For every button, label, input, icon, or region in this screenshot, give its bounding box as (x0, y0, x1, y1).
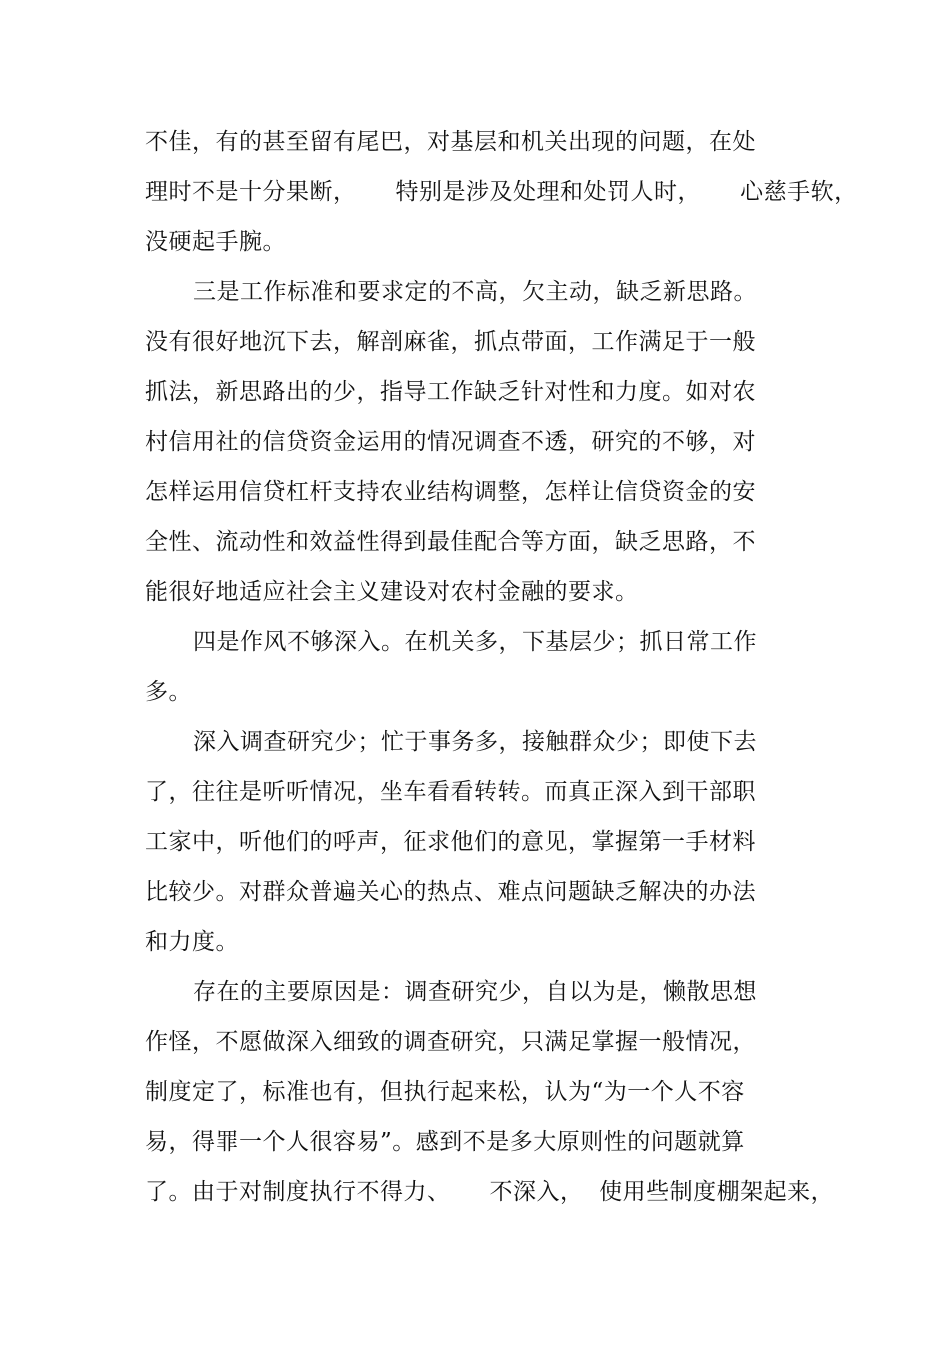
paragraph-start-line: 四是作风不够深入。在机关多，下基层少；抓日常工作 (193, 629, 757, 655)
text-line: 村信用社的信贷资金运用的情况调查不透，研究的不够，对 (145, 429, 756, 455)
text-line: 多。 (145, 679, 192, 705)
text-line: 和力度。 (145, 929, 239, 955)
text-line: 怎样运用信贷杠杆支持农业结构调整，怎样让信贷资金的安 (145, 479, 756, 505)
paragraph-start-line: 三是工作标准和要求定的不高，欠主动，缺乏新思路。 (193, 279, 757, 305)
text-line: 比较少。对群众普遍关心的热点、难点问题缺乏解决的办法 (145, 879, 756, 905)
text-line: 了，往往是听听情况，坐车看看转转。而真正深入到干部职 (145, 779, 756, 805)
text-line: 没有很好地沉下去，解剖麻雀，抓点带面，工作满足于一般 (145, 329, 756, 355)
text-line: 理时不是十分果断， 特别是涉及处理和处罚人时， 心慈手软， (145, 179, 858, 205)
text-line: 全性、流动性和效益性得到最佳配合等方面，缺乏思路，不 (145, 529, 756, 555)
text-line: 制度定了，标准也有，但执行起来松，认为“为一个人不容 (145, 1079, 745, 1105)
text-line: 抓法，新思路出的少，指导工作缺乏针对性和力度。如对农 (145, 379, 756, 405)
text-line: 能很好地适应社会主义建设对农村金融的要求。 (145, 579, 639, 605)
paragraph-start-line: 存在的主要原因是：调查研究少，自以为是，懒散思想 (193, 979, 757, 1005)
text-line: 易，得罪一个人很容易”。感到不是多大原则性的问题就算 (145, 1129, 745, 1155)
text-line: 工家中，听他们的呼声，征求他们的意见，掌握第一手材料 (145, 829, 756, 855)
text-line: 作怪，不愿做深入细致的调查研究，只满足掌握一般情况， (145, 1029, 756, 1055)
text-line: 没硬起手腕。 (145, 229, 286, 255)
text-line: 不佳，有的甚至留有尾巴，对基层和机关出现的问题，在处 (145, 129, 756, 155)
text-line: 了。由于对制度执行不得力、 不深入， 使用些制度棚架起来， (145, 1179, 835, 1205)
paragraph-start-line: 深入调查研究少；忙于事务多，接触群众少；即使下去 (193, 729, 757, 755)
